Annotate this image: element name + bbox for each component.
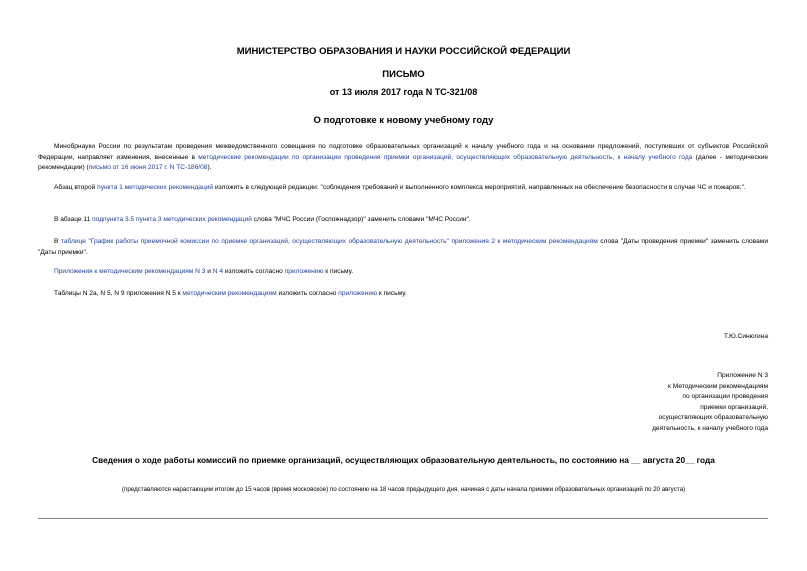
link-item-1[interactable]: пункта 1 методических рекомендаций — [97, 184, 214, 191]
paragraph-1-text-b: (далее - методические рекомендации) ( — [38, 153, 768, 171]
appendix-line: деятельность, к началу учебного года — [652, 424, 768, 432]
paragraph-5-text-a: и — [205, 268, 213, 275]
paragraph-2-text-a: Абзац второй — [54, 184, 98, 191]
paragraph-1 — [38, 142, 768, 174]
link-methodical-recommendations-2[interactable]: методическим рекомендациям — [182, 290, 277, 297]
signature: Т.Ю.Синюгина — [723, 333, 768, 340]
link-schedule-table[interactable]: таблице "График работы приемочной комиссии по приемке организаций, осуществляющих образовательную деятельность" приложения 2 к методическим рекомендациям — [60, 238, 598, 245]
paragraph-6 — [38, 289, 768, 300]
paragraph-1-text-a: Минобрнауки России по результатам проведения межведомственного совещания по подготовке образовательных организаций к началу учебного года и на основании предложений, поступивших от субъектов Российской Федерации, направляет изменения, внесенные в — [38, 143, 768, 161]
paragraph-3 — [38, 215, 768, 226]
section-title: Сведения о ходе работы комиссий по приемке организаций, осуществляющих образовательную деятельность, по состоянию на __ августа 20__ года — [92, 455, 715, 465]
link-letter-tc-186[interactable]: письмо от 16 июня 2017 г. N ТС-186/08 — [88, 164, 208, 171]
paragraph-5-text-c: к письму. — [323, 268, 354, 275]
document-subject: О подготовке к новому учебному году — [313, 115, 494, 126]
paragraph-1-text-c: ). — [207, 164, 212, 171]
paragraph-2-text-b: изложить в следующей редакции: "соблюдения требований и выполненного комплекса мероприятий, направленных на обеспечение безопасности в случае ЧС и пожаров;". — [213, 184, 746, 191]
link-letter-appendix[interactable]: приложению — [284, 268, 324, 275]
paragraph-3-text-a: В абзаце 11 — [54, 216, 93, 223]
paragraph-6-text-a: Таблицы N 2а, N 5, N 9 приложения N 5 к — [54, 290, 183, 297]
paragraph-4-text-b: слова "Даты проведения приемки" заменить словами "Даты приемки". — [38, 238, 769, 256]
link-appendix-3[interactable]: Приложения к методическим рекомендациям N 3 — [54, 268, 206, 275]
appendix-line: к Методическим рекомендациям — [668, 382, 768, 390]
divider — [38, 518, 768, 519]
link-methodical-recommendations[interactable]: методические рекомендации по организации проведения приемки организаций, осуществляющих образовательную деятельность, к началу учебного года — [198, 153, 693, 161]
appendix-line: Приложение N 3 — [717, 372, 768, 379]
appendix-line: приемки организаций, — [700, 403, 768, 411]
ministry-heading: МИНИСТЕРСТВО ОБРАЗОВАНИЯ И НАУКИ РОССИЙСКОЙ ФЕДЕРАЦИИ — [236, 46, 571, 57]
paragraph-4 — [38, 237, 768, 258]
paragraph-5-text-b: изложить согласно — [223, 268, 285, 275]
paragraph-4-text-a: В — [54, 238, 61, 245]
link-subitem-3-5[interactable]: подпункта 3.5 пункта 3 методических рекомендаций — [92, 216, 252, 223]
paragraph-6-text-b: изложить согласно — [276, 290, 339, 297]
link-letter-appendix-2[interactable]: приложению — [338, 290, 378, 297]
document-type: ПИСЬМО — [382, 69, 425, 80]
document-date-number: от 13 июля 2017 года N ТС-321/08 — [329, 87, 478, 97]
appendix-line: по организации проведения — [682, 393, 768, 401]
paragraph-2 — [38, 183, 768, 194]
section-note: (представляются нарастающим итогом до 15 часов (время московское) по состоянию на 18 часов предыдущего дня, начиная с даты начала приемки образовательных организаций по 20 августа) — [121, 486, 686, 493]
link-appendix-4[interactable]: N 4 — [212, 268, 224, 275]
appendix-line: осуществляющих образовательную — [658, 414, 768, 422]
paragraph-3-text-b: слова "МЧС России (Госпожнадзор)" заменить словами "МЧС России". — [251, 216, 471, 223]
appendix-caption — [568, 371, 768, 435]
paragraph-5 — [38, 267, 768, 278]
paragraph-6-text-c: к письму. — [377, 290, 407, 297]
